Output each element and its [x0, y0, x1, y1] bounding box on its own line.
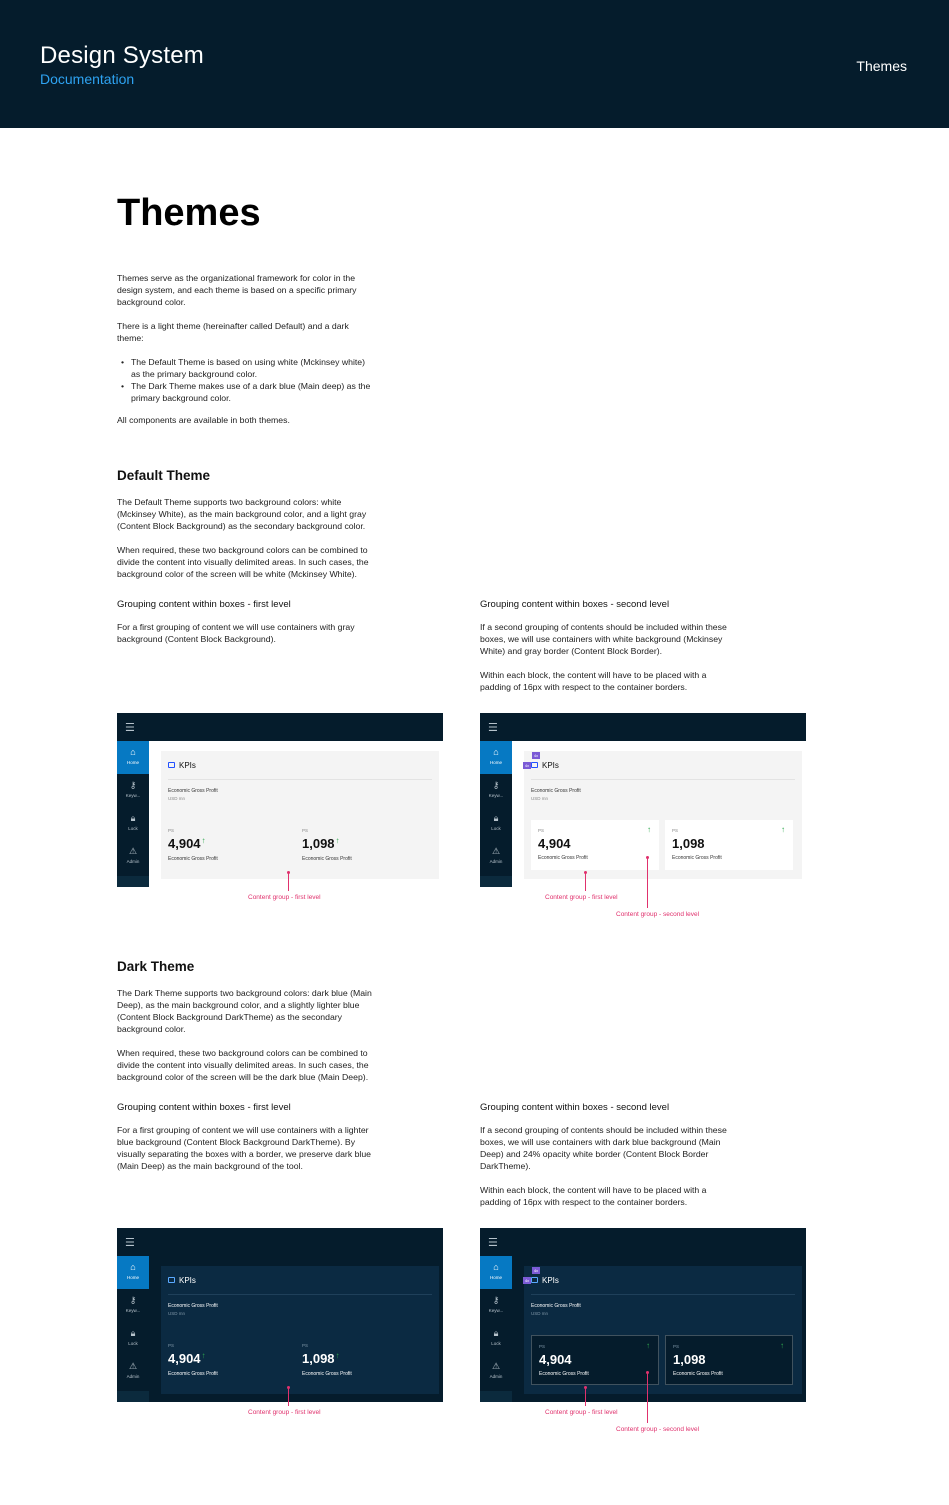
- nav-label: Home: [126, 1275, 139, 1280]
- nav-item-home[interactable]: [117, 741, 149, 774]
- header-subtitle: Documentation: [40, 71, 135, 87]
- annotation-dot: [584, 871, 587, 874]
- kpi-caption: Economic Gross Profit: [302, 856, 352, 862]
- kpi-value: 1,098: [302, 836, 335, 851]
- spacing-badge: 4x: [524, 1278, 530, 1283]
- sidebar-footer: [117, 876, 149, 887]
- intro-paragraph-3: All components are available in both themes.: [117, 415, 290, 425]
- annotation-dot: [646, 856, 649, 859]
- dark-second-level-mockup: [480, 1228, 806, 1402]
- admin-icon: ⚠: [128, 1361, 138, 1371]
- nav-label: Home: [489, 760, 502, 765]
- default-second-level-mockup: [480, 713, 806, 887]
- kpi-value: 4,904: [168, 1351, 201, 1366]
- app-sidebar: [480, 741, 512, 887]
- nav-label: Admin: [126, 859, 140, 864]
- default-second-level-paragraph-2: Within each block, the content will have to be placed with a padding of 16px with respect to the container borders.: [480, 670, 707, 692]
- lock-icon: 🔒︎: [130, 1328, 136, 1338]
- annotation-first-level: Content group - first level: [248, 1409, 321, 1416]
- kpi-label: PS: [302, 1343, 309, 1348]
- nav-label: Admin: [489, 859, 503, 864]
- kpi-label: PS: [538, 828, 545, 833]
- annotation-line: [647, 1373, 648, 1423]
- annotation-dot: [287, 871, 290, 874]
- nav-label: Admin: [126, 1374, 140, 1379]
- card-divider: [168, 779, 432, 780]
- kpi-label: PS: [673, 1344, 680, 1349]
- admin-icon: ⚠: [491, 1361, 501, 1371]
- intro-paragraph-1: Themes serve as the organizational framework for color in the design system, and each theme is based on a specific primary background color.: [117, 273, 357, 307]
- default-theme-paragraph-1: The Default Theme supports two background colors: white (Mckinsey White), as the main background color, and a light gray (Content Block Background) as the secondary background color.: [117, 497, 367, 531]
- kpi-value: 4,904: [168, 836, 201, 851]
- kpi-box: [665, 820, 793, 870]
- annotation-line: [585, 1388, 586, 1406]
- kpi-icon: [168, 1277, 175, 1283]
- kpi-label: PS: [168, 1343, 175, 1348]
- kpi-caption: Economic Gross Profit: [302, 1371, 352, 1377]
- trend-up-icon: ↑: [201, 1351, 206, 1360]
- dark-theme-paragraph-1: The Dark Theme supports two background colors: dark blue (Main Deep), as the main background color, and a slightly lighter blue (Content Block Background DarkTheme) as the secondary background color.: [117, 988, 372, 1034]
- default-first-level-heading: Grouping content within boxes - first level: [117, 599, 291, 610]
- app-sidebar: [117, 1256, 149, 1402]
- kpi-label: PS: [168, 828, 175, 833]
- kpi-label: PS: [672, 828, 679, 833]
- home-icon: ⌂: [130, 1262, 136, 1272]
- trend-up-icon: ↑: [647, 825, 651, 834]
- app-sidebar: [480, 1256, 512, 1402]
- nav-item-home[interactable]: [117, 1256, 149, 1289]
- dark-theme-text: [117, 987, 375, 1083]
- nav-label: Lock: [128, 1341, 138, 1346]
- metric-unit: USD mn: [531, 796, 549, 801]
- kpi-value: 4,904: [539, 1352, 572, 1367]
- page-title: Themes: [117, 192, 261, 234]
- dark-second-level-text: [480, 1124, 736, 1208]
- dark-first-level-mockup: [117, 1228, 443, 1402]
- nav-label: Keyw...: [488, 1308, 504, 1313]
- kpi-card-title: [168, 761, 196, 770]
- nav-item-keywords[interactable]: [117, 774, 149, 807]
- app-topbar: [480, 713, 806, 741]
- annotation-second-level: Content group - second level: [616, 1426, 700, 1433]
- annotation-first-level: Content group - first level: [248, 894, 321, 901]
- nav-item-lock[interactable]: [480, 807, 512, 840]
- nav-label: Lock: [128, 826, 138, 831]
- sidebar-footer: [117, 1391, 149, 1402]
- home-icon: ⌂: [130, 747, 136, 757]
- nav-label: Home: [126, 760, 139, 765]
- kpi-caption: Economic Gross Profit: [168, 1371, 218, 1377]
- kpi-value: 1,098: [672, 836, 705, 851]
- hamburger-icon[interactable]: ☰: [488, 1237, 498, 1249]
- spacing-badge: 4x: [533, 1268, 539, 1273]
- app-topbar: [117, 713, 443, 741]
- default-second-level-text: [480, 621, 736, 693]
- nav-label: Home: [489, 1275, 502, 1280]
- key-icon: ⚷: [129, 780, 137, 790]
- annotation-line: [288, 1388, 289, 1406]
- kpi-caption: Economic Gross Profit: [539, 1371, 589, 1377]
- annotation-line: [288, 873, 289, 891]
- nav-item-lock[interactable]: [117, 807, 149, 840]
- nav-item-keywords[interactable]: [117, 1289, 149, 1322]
- kpi-value-wrap: [302, 1351, 340, 1366]
- app-sidebar: [117, 741, 149, 887]
- default-theme-heading: Default Theme: [117, 468, 211, 483]
- kpi-card-title: [168, 1276, 196, 1285]
- trend-up-icon: ↑: [335, 1351, 340, 1360]
- home-icon: ⌂: [493, 1262, 499, 1272]
- kpi-icon: [168, 762, 175, 768]
- nav-label: Lock: [491, 826, 501, 831]
- metric-unit: USD mn: [168, 1311, 186, 1316]
- nav-item-admin[interactable]: [480, 1355, 512, 1388]
- default-first-level-text: For a first grouping of content we will use containers with gray background (Content Block Background).: [117, 622, 355, 644]
- app-topbar: [117, 1228, 443, 1256]
- kpi-icon: [531, 762, 538, 768]
- trend-up-icon: ↑: [335, 836, 340, 845]
- lock-icon: 🔒︎: [493, 1328, 499, 1338]
- lock-icon: 🔒︎: [130, 813, 136, 823]
- kpi-card-title-text: KPIs: [179, 761, 196, 770]
- annotation-line: [585, 873, 586, 891]
- kpi-label: PS: [539, 1344, 546, 1349]
- annotation-first-level: Content group - first level: [545, 1409, 618, 1416]
- kpi-caption: Economic Gross Profit: [672, 855, 722, 861]
- annotation-dot: [646, 1371, 649, 1374]
- metric-title: Economic Gross Profit: [168, 788, 218, 794]
- metric-unit: USD mn: [531, 1311, 549, 1316]
- kpi-box: [531, 1335, 659, 1385]
- card-divider: [168, 1294, 432, 1295]
- nav-item-lock[interactable]: [117, 1322, 149, 1355]
- kpi-value-wrap: [302, 836, 340, 851]
- kpi-box: [665, 1335, 793, 1385]
- default-second-level-paragraph-1: If a second grouping of contents should be included within these boxes, we will use containers with white background (Mckinsey White) and gray border (Content Block Border).: [480, 622, 727, 656]
- nav-item-home[interactable]: [480, 1256, 512, 1289]
- annotation-second-level: Content group - second level: [616, 911, 700, 918]
- default-theme-paragraph-2: When required, these two background colors can be combined to divide the content into visually delimited areas. In such cases, the background color of the screen will be white (Mckinsey White).: [117, 545, 369, 579]
- dark-first-level-text: For a first grouping of content we will use containers with a lighter blue background (Content Block Background DarkTheme). By visually separating the boxes with a border, we preserve dark blue (Main Deep) as the main background of the tool.: [117, 1125, 372, 1171]
- dark-second-level-paragraph-2: Within each block, the content will have to be placed with a padding of 16px with respect to the container borders.: [480, 1185, 707, 1207]
- kpi-card-title-text: KPIs: [179, 1276, 196, 1285]
- admin-icon: ⚠: [491, 846, 501, 856]
- kpi-value: 1,098: [302, 1351, 335, 1366]
- intro-bullet: • The Default Theme is based on using white (Mckinsey white) as the primary background color.: [117, 356, 375, 380]
- hamburger-icon[interactable]: ☰: [125, 722, 135, 734]
- card-divider: [531, 779, 795, 780]
- sidebar-footer: [480, 1391, 512, 1402]
- page-header: [0, 0, 949, 128]
- nav-label: Keyw...: [125, 1308, 141, 1313]
- hamburger-icon[interactable]: ☰: [125, 1237, 135, 1249]
- key-icon: ⚷: [129, 1295, 137, 1305]
- kpi-icon: [531, 1277, 538, 1283]
- nav-item-admin[interactable]: [480, 840, 512, 873]
- dark-first-level-heading: Grouping content within boxes - first level: [117, 1102, 291, 1113]
- card-divider: [531, 1294, 795, 1295]
- kpi-box: [531, 820, 659, 870]
- kpi-value: 1,098: [673, 1352, 706, 1367]
- kpi-caption: Economic Gross Profit: [168, 856, 218, 862]
- key-icon: ⚷: [492, 1295, 500, 1305]
- dark-second-level-paragraph-1: If a second grouping of contents should be included within these boxes, we will use containers with dark blue background (Main Deep) and 24% opacity white border (Content Block Border DarkTheme).: [480, 1125, 727, 1171]
- intro-bullet: • The Dark Theme makes use of a dark blue (Main deep) as the primary background color.: [117, 380, 375, 404]
- default-first-level-mockup: [117, 713, 443, 887]
- kpi-card-title: [531, 1276, 559, 1285]
- nav-label: Admin: [489, 1374, 503, 1379]
- sidebar-footer: [480, 876, 512, 887]
- content-block: [161, 1266, 439, 1394]
- nav-label: Keyw...: [125, 793, 141, 798]
- default-theme-text: [117, 496, 375, 580]
- metric-title: Economic Gross Profit: [531, 1303, 581, 1309]
- content-block: [161, 751, 439, 879]
- header-title: Design System: [40, 42, 204, 69]
- metric-title: Economic Gross Profit: [168, 1303, 218, 1309]
- trend-up-icon: ↑: [201, 836, 206, 845]
- kpi-card-title-text: KPIs: [542, 761, 559, 770]
- trend-up-icon: ↑: [780, 1341, 784, 1350]
- intro-text: [117, 272, 375, 426]
- kpi-card-title: [531, 761, 559, 770]
- spacing-badge: 4x: [524, 763, 530, 768]
- app-topbar: [480, 1228, 806, 1256]
- annotation-first-level: Content group - first level: [545, 894, 618, 901]
- trend-up-icon: ↑: [781, 825, 785, 834]
- kpi-label: PS: [302, 828, 309, 833]
- default-second-level-heading: Grouping content within boxes - second level: [480, 599, 670, 610]
- kpi-card-title-text: KPIs: [542, 1276, 559, 1285]
- nav-item-keywords[interactable]: [480, 1289, 512, 1322]
- admin-icon: ⚠: [128, 846, 138, 856]
- content-block: [524, 1266, 802, 1394]
- annotation-line: [647, 858, 648, 908]
- nav-label: Keyw...: [488, 793, 504, 798]
- nav-label: Lock: [491, 1341, 501, 1346]
- intro-paragraph-2: There is a light theme (hereinafter called Default) and a dark theme:: [117, 321, 349, 343]
- kpi-value-wrap: [168, 1351, 206, 1366]
- header-section-link[interactable]: Themes: [856, 58, 907, 74]
- metric-unit: USD mn: [168, 796, 186, 801]
- content-block: [524, 751, 802, 879]
- intro-bullets: [117, 356, 375, 404]
- annotation-dot: [287, 1386, 290, 1389]
- key-icon: ⚷: [492, 780, 500, 790]
- kpi-value: 4,904: [538, 836, 571, 851]
- nav-item-lock[interactable]: [480, 1322, 512, 1355]
- nav-item-home[interactable]: [480, 741, 512, 774]
- kpi-value-wrap: [168, 836, 206, 851]
- nav-item-admin[interactable]: [117, 840, 149, 873]
- kpi-caption: Economic Gross Profit: [673, 1371, 723, 1377]
- dark-second-level-heading: Grouping content within boxes - second level: [480, 1102, 670, 1113]
- kpi-caption: Economic Gross Profit: [538, 855, 588, 861]
- nav-item-keywords[interactable]: [480, 774, 512, 807]
- nav-item-admin[interactable]: [117, 1355, 149, 1388]
- metric-title: Economic Gross Profit: [531, 788, 581, 794]
- annotation-dot: [584, 1386, 587, 1389]
- spacing-badge: 4x: [533, 753, 539, 758]
- lock-icon: 🔒︎: [493, 813, 499, 823]
- dark-theme-heading: Dark Theme: [117, 959, 195, 974]
- trend-up-icon: ↑: [646, 1341, 650, 1350]
- dark-theme-paragraph-2: When required, these two background colors can be combined to divide the content into visually delimited areas. In such cases, the background color of the screen will be the dark blue (Main Deep).: [117, 1048, 369, 1082]
- hamburger-icon[interactable]: ☰: [488, 722, 498, 734]
- home-icon: ⌂: [493, 747, 499, 757]
